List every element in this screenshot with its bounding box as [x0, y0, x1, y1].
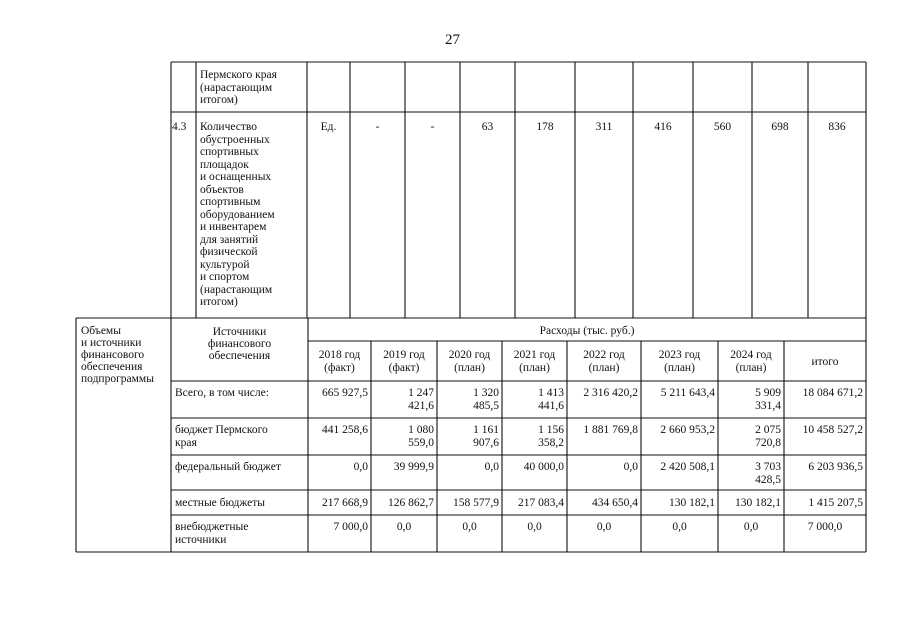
amount-cell: 1 080 559,0 [408, 424, 434, 449]
source-label: местные бюджеты [175, 497, 266, 509]
year-header: 2019 год (факт) [383, 349, 425, 374]
amount-cell: 0,0 [743, 521, 759, 533]
indicator-value: 178 [536, 121, 554, 133]
indicator-value: - [430, 121, 435, 133]
expenses-header: Расходы (тыс. руб.) [539, 325, 635, 337]
indicator-value: 63 [481, 121, 494, 133]
amount-cell: 1 161 907,6 [473, 424, 499, 449]
sources-header: Источники финансового обеспечения [207, 326, 272, 362]
amount-cell: 1 881 769,8 [583, 424, 638, 436]
indicator-value: - [375, 121, 380, 133]
indicator-label-continued: Пермского края (нарастающим итогом) [200, 69, 277, 106]
amount-cell: 3 703 428,5 [755, 461, 781, 486]
indicator-label: Количество обустроенных спортивных площадок и оснащенных объектов спортивным оборудованием и инвентарем для занятий физической культурой и спортом (нарастающим итогом) [200, 121, 275, 308]
amount-cell: 1 156 358,2 [538, 424, 564, 449]
amount-cell: 0,0 [527, 521, 542, 533]
amount-cell: 2 316 420,2 [583, 387, 638, 399]
amount-cell: 0,0 [396, 521, 412, 533]
year-header: 2024 год (план) [730, 349, 772, 374]
amount-cell: 0,0 [462, 521, 477, 533]
amount-cell: 1 413 441,6 [538, 387, 564, 412]
page-number: 27 [445, 32, 460, 48]
source-label: внебюджетные источники [175, 521, 249, 546]
amount-total-cell: 10 458 527,2 [802, 424, 863, 436]
year-header: 2018 год (факт) [318, 349, 361, 374]
amount-cell: 1 320 485,5 [473, 387, 499, 412]
amount-cell: 126 862,7 [388, 497, 434, 509]
year-header: 2021 год (план) [513, 349, 556, 374]
amount-cell: 0,0 [672, 521, 687, 533]
amount-cell: 665 927,5 [322, 387, 368, 399]
year-header: 2022 год (план) [583, 349, 625, 374]
amount-cell: 7 000,0 [333, 521, 368, 533]
amount-cell: 217 668,9 [322, 497, 368, 509]
amount-cell: 2 660 953,2 [660, 424, 715, 436]
amount-cell: 130 182,1 [735, 497, 781, 509]
amount-cell: 5 909 331,4 [755, 387, 781, 412]
amount-cell: 0,0 [484, 461, 499, 473]
amount-cell: 0,0 [353, 461, 368, 473]
amount-cell: 2 420 508,1 [660, 461, 715, 473]
source-label: бюджет Пермского края [175, 424, 268, 449]
unit-cell: Ед. [320, 121, 337, 133]
amount-cell: 217 083,4 [518, 497, 564, 509]
amount-total-cell: 18 084 671,2 [802, 387, 863, 399]
amount-cell: 2 075 720,8 [755, 424, 781, 449]
amount-cell: 40 000,0 [523, 461, 564, 473]
source-label: федеральный бюджет [175, 461, 281, 473]
source-label: Всего, в том числе: [175, 387, 269, 399]
amount-cell: 5 211 643,4 [660, 387, 715, 399]
indicator-value: 416 [654, 121, 672, 133]
amount-cell: 130 182,1 [669, 497, 715, 509]
total-header: итого [811, 356, 839, 368]
funding-section-title: Объемы и источники финансового обеспечения подпрограммы [81, 325, 154, 385]
amount-total-cell: 6 203 936,5 [808, 461, 863, 473]
amount-cell: 1 247 421,6 [408, 387, 434, 412]
amount-cell: 0,0 [623, 461, 638, 473]
year-header: 2023 год (план) [658, 349, 701, 374]
year-header: 2020 год (план) [448, 349, 491, 374]
row-number: 4.3 [172, 121, 187, 133]
indicator-value: 560 [713, 121, 732, 133]
amount-cell: 441 258,6 [322, 424, 368, 436]
amount-cell: 0,0 [596, 521, 612, 533]
indicator-value: 698 [771, 121, 789, 133]
amount-total-cell: 1 415 207,5 [808, 497, 863, 509]
amount-cell: 434 650,4 [592, 497, 638, 509]
amount-cell: 158 577,9 [453, 497, 499, 509]
amount-total-cell: 7 000,0 [807, 521, 843, 533]
indicator-value: 836 [828, 121, 846, 133]
indicator-value: 311 [595, 121, 613, 133]
amount-cell: 39 999,9 [393, 461, 434, 473]
